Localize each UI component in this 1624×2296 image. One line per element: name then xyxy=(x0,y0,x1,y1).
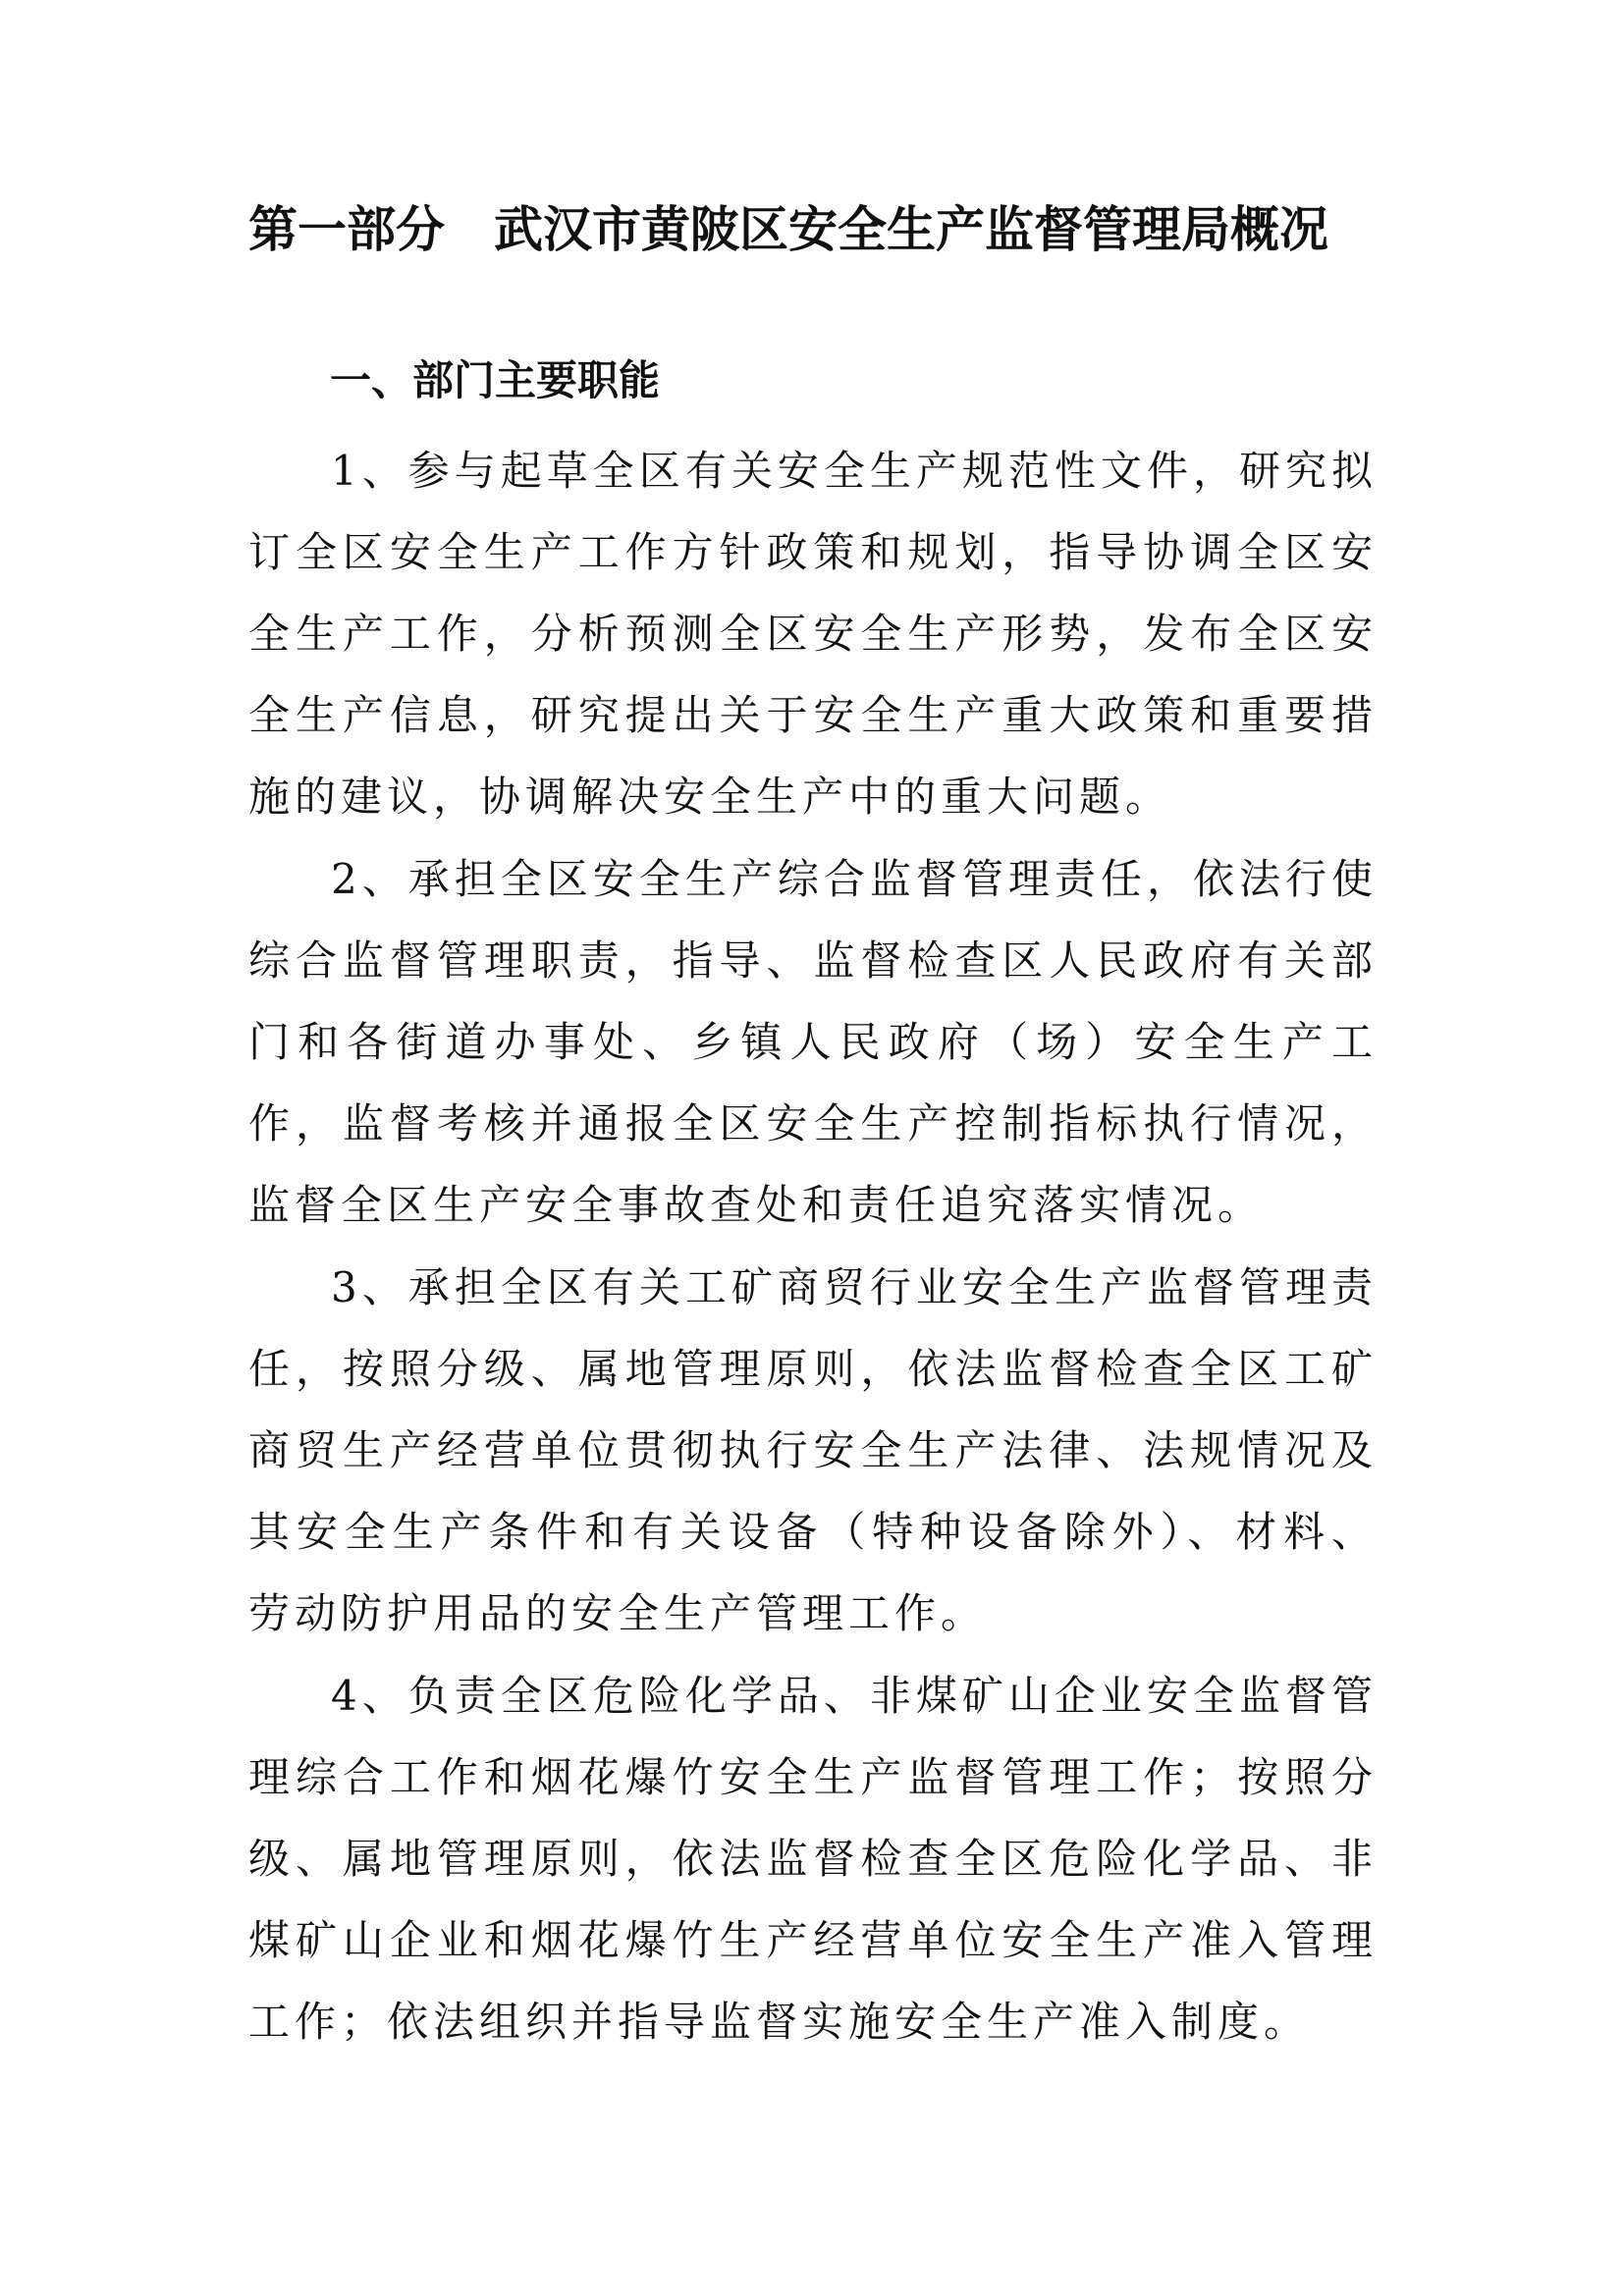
duty-paragraph-4: 4、负责全区危险化学品、非煤矿山企业安全监督管理综合工作和烟花爆竹安全生产监督管理工作；按照分级、属地管理原则，依法监督检查全区危险化学品、非煤矿山企业和烟花爆竹生产经营单位安全生产准入管理工作；依法组织并指导监督实施安全生产准入制度。 xyxy=(248,1672,1378,2046)
duty-paragraph-2: 2、承担全区安全生产综合监督管理责任，依法行使综合监督管理职责，指导、监督检查区人民政府有关部门和各街道办事处、乡镇人民政府（场）安全生产工作，监督考核并通报全区安全生产控制指标执行情况，监督全区生产安全事故查处和责任追究落实情况。 xyxy=(248,855,1378,1229)
part-title xyxy=(248,200,1427,259)
part-label: 第一部分 xyxy=(248,200,445,258)
duty-paragraph-3: 3、承担全区有关工矿商贸行业安全生产监督管理责任，按照分级、属地管理原则，依法监督检查全区工矿商贸生产经营单位贯彻执行安全生产法律、法规情况及其安全生产条件和有关设备（特种设备除外）、材料、劳动防护用品的安全生产管理工作。 xyxy=(248,1263,1378,1637)
agency-title: 武汉市黄陂区安全生产监督管理局概况 xyxy=(494,200,1328,258)
section-heading: 一、部门主要职能 xyxy=(330,356,661,404)
duty-paragraph-1: 1、参与起草全区有关安全生产规范性文件，研究拟订全区安全生产工作方针政策和规划，指导协调全区安全生产工作，分析预测全区安全生产形势，发布全区安全生产信息，研究提出关于安全生产重大政策和重要措施的建议，协调解决安全生产中的重大问题。 xyxy=(248,447,1378,821)
